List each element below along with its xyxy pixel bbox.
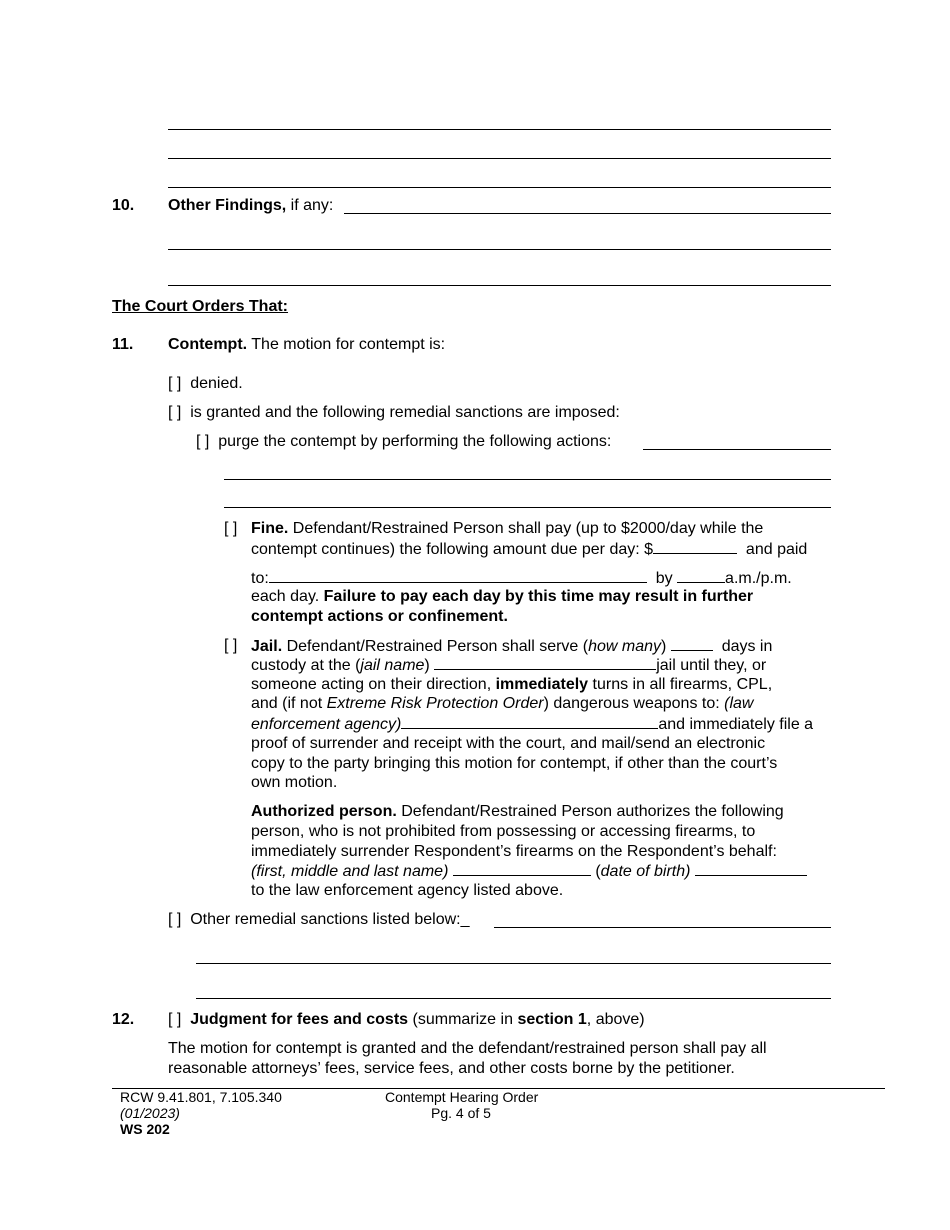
jail-line-1 [251, 636, 772, 657]
law-agency-field[interactable] [401, 714, 658, 729]
jail-text-1b: ) [661, 638, 667, 655]
other-sanctions-option[interactable] [168, 910, 470, 930]
authorized-line-2: person, who is not prohibited from possessing or accessing firearms, to [251, 823, 756, 840]
section-12-heading [168, 1010, 645, 1030]
jail-line-3 [251, 675, 772, 695]
blank-line[interactable] [168, 187, 831, 188]
authorized-name-field[interactable] [453, 861, 591, 876]
section-10-heading [168, 196, 333, 216]
fine-line-3 [251, 568, 792, 589]
other-sanctions-label: Other remedial sanctions listed below: [190, 911, 461, 928]
fine-title: Fine. [251, 520, 289, 537]
jail-line-7: copy to the party bringing this motion for contempt, if other than the court’s [251, 755, 778, 772]
section-12-title: Judgment for fees and costs [190, 1011, 409, 1028]
fine-warning-2: contempt actions or confinement. [251, 608, 508, 625]
fine-by-label: by [655, 570, 673, 587]
jail-line-6: proof of surrender and receipt with the court, and mail/send an electronic [251, 735, 766, 752]
jail-line-8: own motion. [251, 774, 338, 791]
granted-label: is granted and the following remedial sanctions are imposed: [190, 404, 620, 421]
blank-line[interactable] [168, 129, 831, 130]
fine-time-field[interactable] [677, 568, 725, 583]
footer-form-number: WS 202 [120, 1121, 170, 1137]
jail-checkbox[interactable]: [ ] [224, 637, 238, 654]
jail-text-1a: Defendant/Restrained Person shall serve ( [286, 638, 589, 655]
fine-ampm-label: a.m./p.m. [725, 570, 792, 587]
jail-name-field[interactable] [434, 655, 656, 670]
jail-text-3a: someone acting on their direction, [251, 676, 492, 693]
fine-text-1: Defendant/Restrained Person shall pay (up to $2000/day while the [292, 520, 764, 537]
other-sanctions-line[interactable] [196, 963, 831, 964]
checkbox[interactable]: [ ] [168, 911, 182, 928]
authorized-line-4 [251, 861, 807, 882]
checkbox[interactable]: [ ] [168, 1011, 182, 1028]
authorized-line-3: immediately surrender Respondent’s firearms on the Respondent’s behalf: [251, 843, 777, 860]
section-11-heading [168, 335, 445, 355]
purge-actions-line[interactable] [224, 479, 831, 480]
blank-line[interactable] [168, 158, 831, 159]
section-11-number: 11. [112, 336, 134, 353]
fine-payee-field[interactable] [269, 568, 647, 583]
fine-to-label: to: [251, 570, 269, 587]
jail-days-field[interactable] [671, 636, 713, 651]
purge-actions-line[interactable] [643, 449, 831, 450]
purge-label: purge the contempt by performing the following actions: [218, 433, 612, 450]
jail-law-agency-1: (law [724, 695, 754, 712]
jail-erpo: Extreme Risk Protection Order [326, 695, 544, 712]
jail-line-2 [251, 655, 766, 676]
section-10-title: Other Findings, [168, 197, 287, 214]
section-11-text: The motion for contempt is: [251, 336, 446, 353]
checkbox[interactable]: [ ] [168, 375, 182, 392]
other-sanctions-line[interactable] [494, 927, 831, 928]
other-findings-line[interactable] [168, 249, 831, 250]
section-10-number: 10. [112, 197, 135, 214]
footer-rcw: RCW 9.41.801, 7.105.340 [120, 1089, 282, 1105]
fine-text-2a: contempt continues) the following amount due per day: $ [251, 541, 654, 558]
jail-line-4 [251, 694, 753, 714]
jail-immediately: immediately [495, 676, 589, 693]
authorized-title: Authorized person. [251, 803, 397, 820]
footer-page: Pg. 4 of 5 [431, 1105, 491, 1121]
jail-text-2a: custody at the ( [251, 657, 361, 674]
other-sanctions-underscore: _ [460, 911, 470, 928]
dob-label: date of birth) [600, 863, 691, 880]
how-many-label: how many [588, 638, 662, 655]
footer-date: (01/2023) [120, 1105, 180, 1121]
fine-text-2b: and paid [745, 541, 808, 558]
section-12-summ-c: , above) [586, 1011, 645, 1028]
purge-actions-line[interactable] [224, 507, 831, 508]
fine-checkbox[interactable]: [ ] [224, 520, 238, 537]
other-findings-line[interactable] [168, 285, 831, 286]
dob-field[interactable] [695, 861, 807, 876]
jail-text-4a: and (if not [251, 695, 323, 712]
fine-line-2 [251, 539, 807, 560]
purge-option[interactable] [196, 432, 611, 452]
authorized-line-5: to the law enforcement agency listed above. [251, 882, 564, 899]
fine-amount-field[interactable] [653, 539, 737, 554]
dob-open: ( [595, 863, 601, 880]
checkbox[interactable]: [ ] [196, 433, 210, 450]
section-12-number: 12. [112, 1011, 135, 1028]
granted-option[interactable] [168, 403, 620, 423]
fine-line-1 [251, 519, 763, 539]
section-12-summ-a: (summarize in [412, 1011, 513, 1028]
authorized-text-1: Defendant/Restrained Person authorizes the following [401, 803, 784, 820]
jail-text-5b: and immediately file a [658, 716, 814, 733]
section-12-summ-b: section 1 [517, 1011, 587, 1028]
jail-line-5 [251, 714, 813, 735]
authorized-line-1 [251, 802, 784, 822]
fine-warning-1: Failure to pay each day by this time may result in further [323, 588, 754, 605]
section-12-line-2: reasonable attorneys’ fees, service fees, and other costs borne by the petitioner. [168, 1060, 735, 1077]
jail-text-1c: days in [721, 638, 773, 655]
other-findings-line[interactable] [344, 213, 831, 214]
jail-text-2c: jail until they, or [656, 657, 767, 674]
other-sanctions-line[interactable] [196, 998, 831, 999]
fine-each-day: each day. [251, 588, 320, 605]
section-10-suffix: if any: [290, 197, 334, 214]
court-orders-heading: The Court Orders That: [112, 298, 289, 315]
denied-label: denied. [190, 375, 243, 392]
fine-line-4 [251, 587, 753, 607]
jail-name-label: jail name [360, 657, 425, 674]
jail-text-3b: turns in all firearms, CPL, [592, 676, 773, 693]
jail-title: Jail. [251, 638, 283, 655]
jail-text-4b: ) dangerous weapons to: [543, 695, 720, 712]
section-11-title: Contempt. [168, 336, 248, 353]
section-12-line-1: The motion for contempt is granted and the defendant/restrained person shall pay all [168, 1040, 767, 1057]
denied-option[interactable] [168, 374, 243, 394]
checkbox[interactable]: [ ] [168, 404, 182, 421]
footer-title: Contempt Hearing Order [385, 1089, 539, 1105]
jail-text-2b: ) [424, 657, 430, 674]
name-label: (first, middle and last name) [251, 863, 449, 880]
jail-law-agency-2: enforcement agency) [251, 716, 402, 733]
